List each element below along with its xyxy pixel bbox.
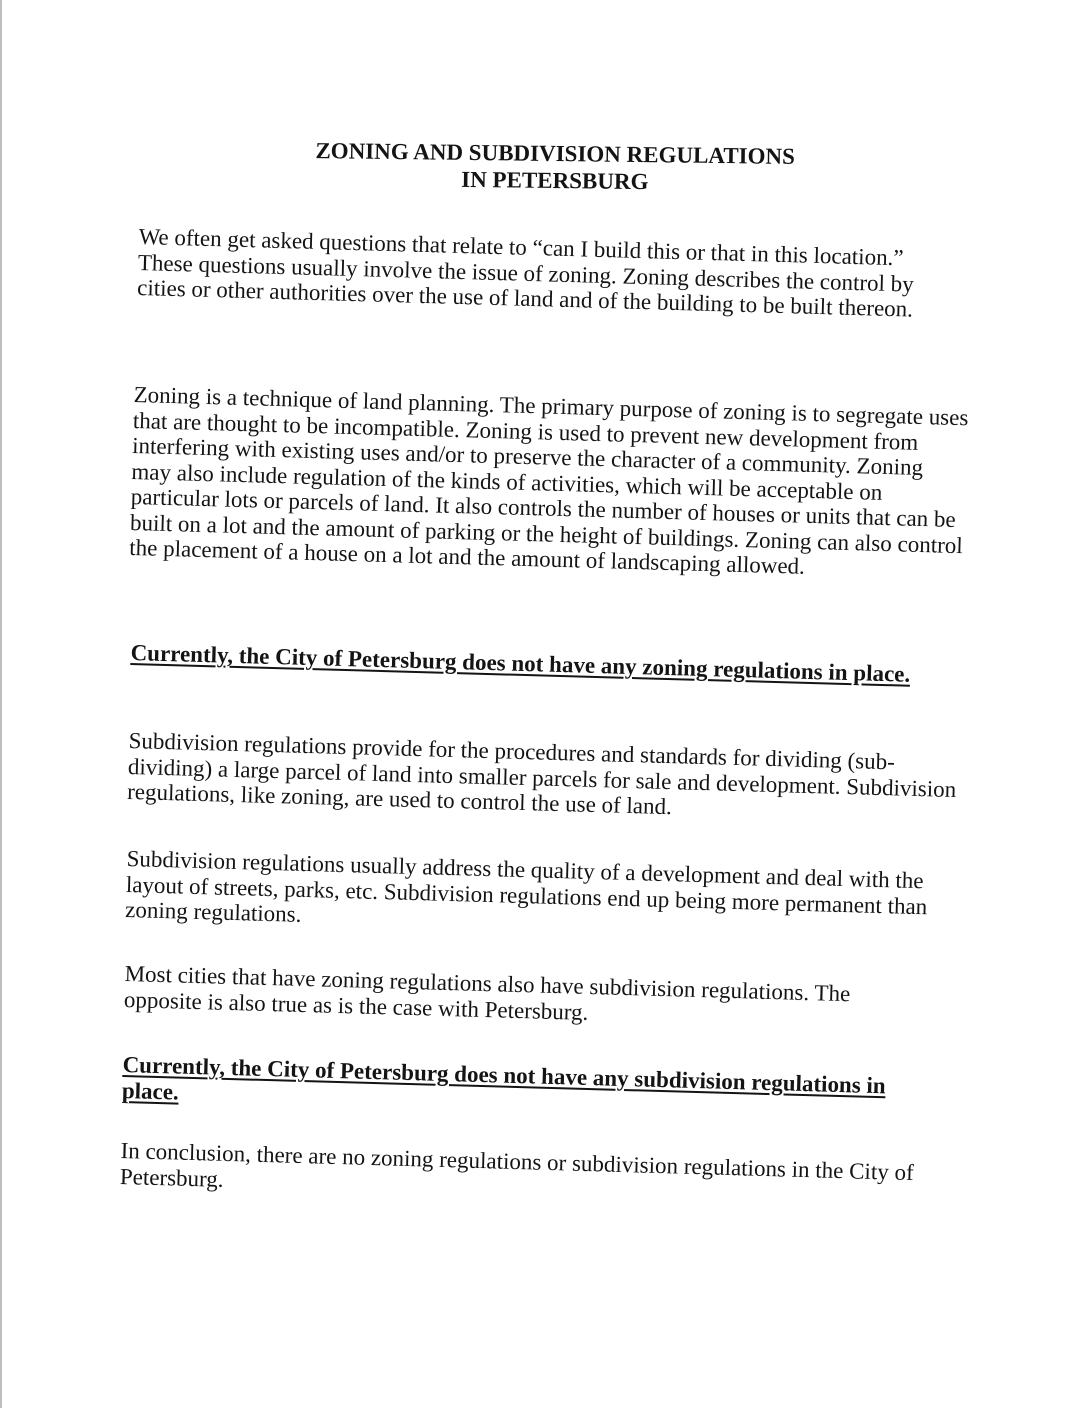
document-title	[230, 136, 881, 198]
title-line-1: ZONING AND SUBDIVISION REGULATIONS	[315, 138, 796, 169]
paragraph-zoning-definition	[129, 382, 970, 584]
paragraph-text: In conclusion, there are no zoning regulations or subdivision regulations in the City of Petersburg.	[119, 1138, 915, 1192]
paragraph-subdivision-definition	[127, 728, 961, 828]
paragraph-intro	[137, 224, 961, 323]
paragraph-text: We often get asked questions that relate to “can I build this or that in this location.” These questions usually involve the issue of zoning. Zoning describes the control by cities or other authorities over the use of land and of the building to be built thereon.	[136, 224, 915, 322]
paragraph-text: Zoning is a technique of land planning. The primary purpose of zoning is to segregate uses that are thought to be incompatible. Zoning is used to prevent new development from interfering with existing uses and/or to preserve the character of a community. Zoning may also include regulation of the kinds of activities, which will be acceptable on particular lots or parcels of land. It also controls the number of houses or units that can be built on a lot and the amount of parking or the height of buildings. Zoning can also control the placement of a house on a lot and the amount of landscaping allowed.	[129, 382, 969, 579]
paragraph-text: Subdivision regulations provide for the procedures and standards for dividing (sub-dividing) a large parcel of land into smaller parcels for sale and development. Subdivision regulations, like zoning, are used to control the use of land.	[126, 728, 957, 820]
notice-text: Currently, the City of Petersburg does not have any zoning regulations in place.	[130, 640, 911, 687]
notice-no-subdivision	[122, 1052, 933, 1126]
notice-no-zoning	[130, 640, 915, 687]
paragraph-text: Subdivision regulations usually address the quality of a development and deal with the layout of streets, parks, etc. Subdivision regulations end up being more permanent than zoning regulations.	[124, 846, 928, 927]
title-line-2: IN PETERSBURG	[461, 166, 649, 195]
notice-text: Currently, the City of Petersburg does not have any subdivision regulations in place.	[121, 1052, 887, 1105]
paragraph-conclusion	[120, 1138, 916, 1211]
paragraph-text: Most cities that have zoning regulations also have subdivision regulations. The opposite is also true as is the case with Petersburg.	[123, 961, 851, 1025]
scan-edge-shadow	[0, 0, 2, 1408]
paragraph-cities	[124, 961, 925, 1034]
paragraph-subdivision-quality	[125, 846, 962, 946]
